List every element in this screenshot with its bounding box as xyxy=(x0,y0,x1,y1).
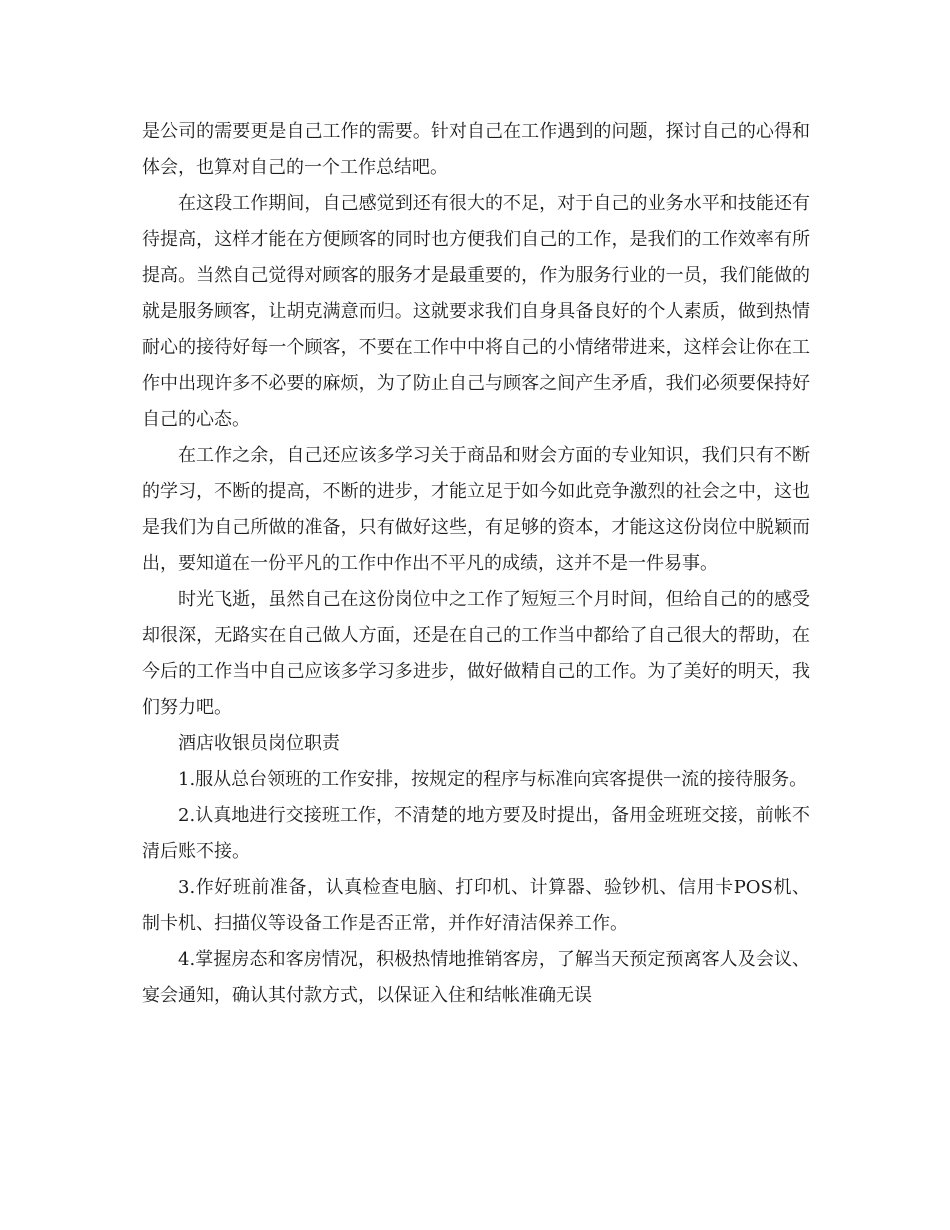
paragraph: 时光飞逝，虽然自己在这份岗位中之工作了短短三个月时间，但给自己的的感受却很深，无路实在自己做人方面，还是在自己的工作当中都给了自己很大的帮助，在今后的工作当中自己应该多学习多进步，做好做精自己的工作。为了美好的明天，我们努力吧。 xyxy=(142,589,810,718)
paragraph: 在这段工作期间，自己感觉到还有很大的不足，对于自己的业务水平和技能还有待提高，这样才能在方便顾客的同时也方便我们自己的工作，是我们的工作效率有所提高。当然自己觉得对顾客的服务才是最重要的，作为服务行业的一员，我们能做的就是服务顾客，让胡克满意而归。这就要求我们自身具备良好的个人素质，做到热情耐心的接待好每一个顾客，不要在工作中中将自己的小情绪带进来，这样会让你在工作中出现许多不必要的麻烦，为了防止自己与顾客之间产生矛盾，我们必须要保持好自己的心态。 xyxy=(142,193,810,430)
duty-item: 4.掌握房态和客房情况，积极热情地推销客房，了解当天预定预离客人及会议、宴会通知，确认其付款方式，以保证入住和结帐准确无误 xyxy=(142,949,810,1006)
paragraph: 是公司的需要更是自己工作的需要。针对自己在工作遇到的问题，探讨自己的心得和体会，也算对自己的一个工作总结吧。 xyxy=(142,121,810,178)
document-body xyxy=(142,114,810,1014)
paragraph: 在工作之余，自己还应该多学习关于商品和财会方面的专业知识，我们只有不断的学习，不断的提高，不断的进步，才能立足于如今如此竞争激烈的社会之中，这也是我们为自己所做的准备，只有做好这些，有足够的资本，才能这这份岗位中脱颖而出，要知道在一份平凡的工作中作出不平凡的成绩，这并不是一件易事。 xyxy=(142,445,810,574)
duty-item: 2.认真地进行交接班工作，不清楚的地方要及时提出，备用金班班交接，前帐不清后账不接。 xyxy=(142,805,810,862)
section-heading: 酒店收银员岗位职责 xyxy=(178,733,340,754)
duty-item: 3.作好班前准备，认真检查电脑、打印机、计算器、验钞机、信用卡POS机、制卡机、扫描仪等设备工作是否正常，并作好清洁保养工作。 xyxy=(142,877,810,934)
duty-item: 1.服从总台领班的工作安排，按规定的程序与标准向宾客提供一流的接待服务。 xyxy=(178,769,808,790)
